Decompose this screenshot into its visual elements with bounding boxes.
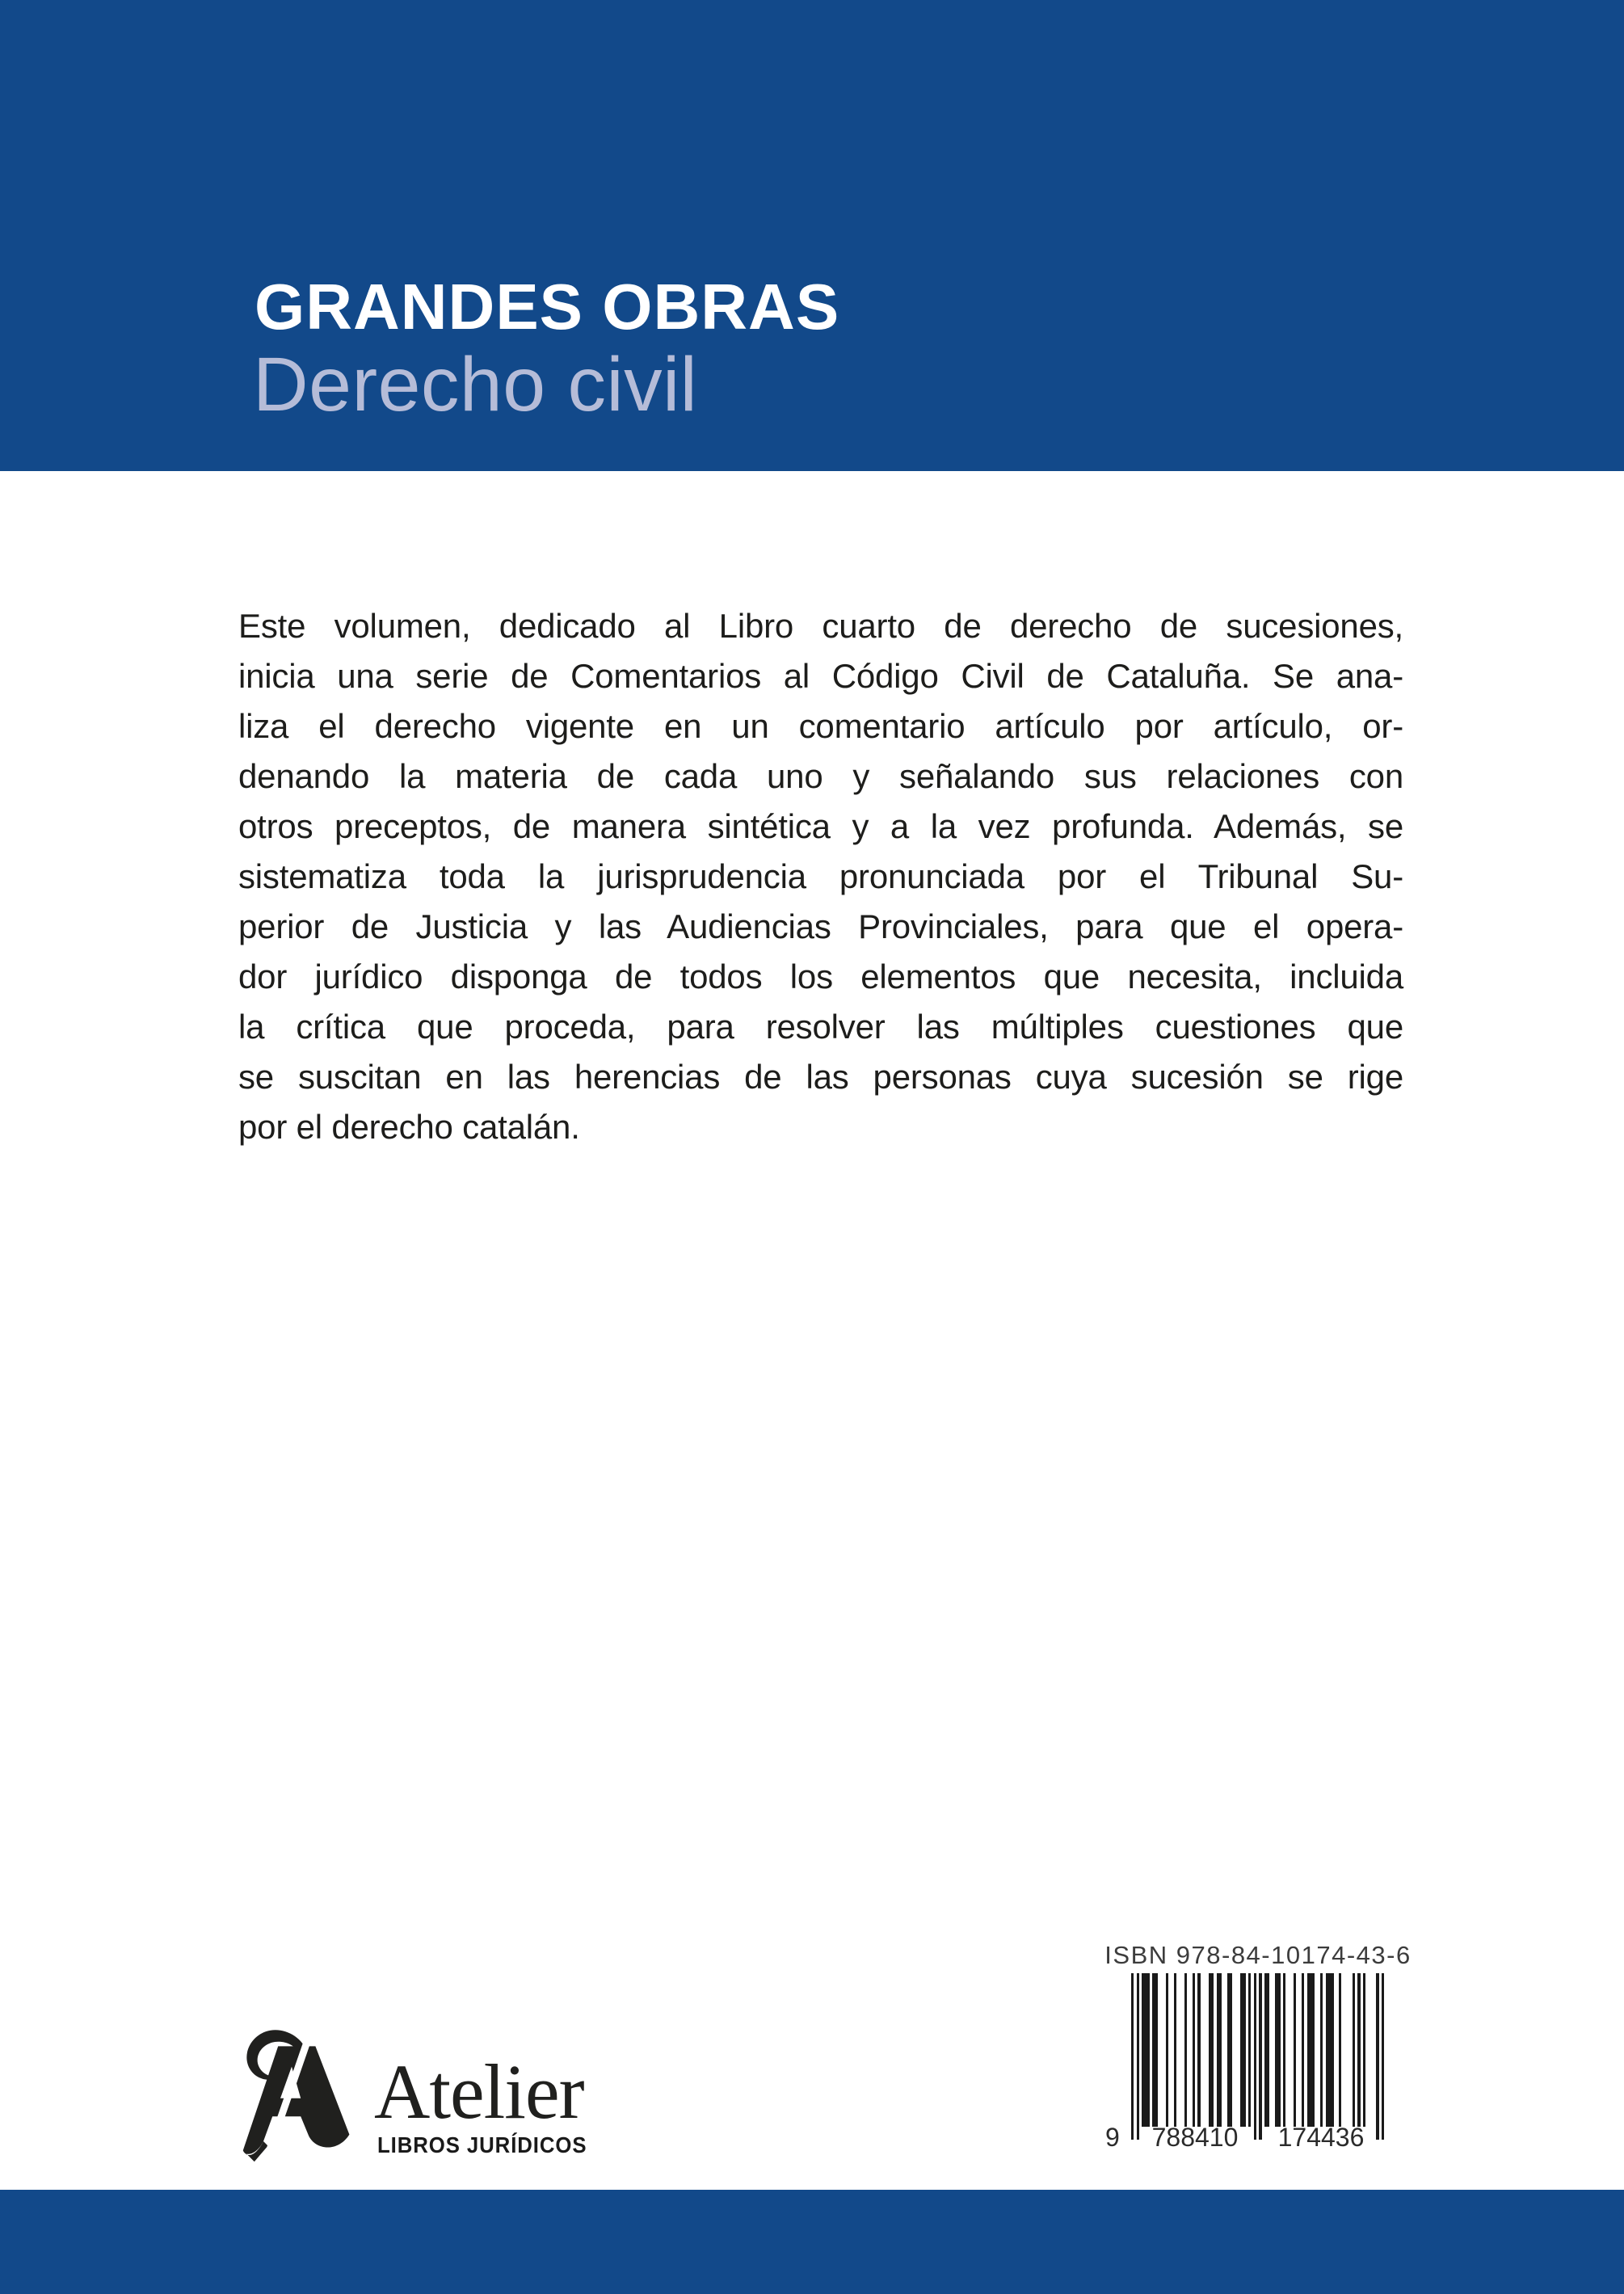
barcode-digit-group1: 788410 — [1151, 2123, 1239, 2152]
barcode-bar — [1382, 1973, 1384, 2140]
body-line: la crítica que proceda, para resolver las múltiples cuestiones que — [238, 1008, 1403, 1046]
body-line: por el derecho catalán. — [238, 1108, 580, 1146]
barcode-digit-group2: 174436 — [1277, 2123, 1365, 2152]
publisher-tagline: LIBROS JURÍDICOS — [377, 2132, 587, 2157]
body-line: denando la materia de cada uno y señalando sus relaciones con — [238, 757, 1403, 795]
barcode-bars-icon — [1131, 1973, 1384, 2140]
barcode-block — [1104, 1941, 1412, 2169]
body-line: inicia una serie de Comentarios al Código Civil de Cataluña. Se ana- — [238, 657, 1403, 695]
atelier-logo-icon — [241, 2028, 354, 2164]
barcode-digit-left: 9 — [1105, 2123, 1120, 2152]
body-line: otros preceptos, de manera sintética y a la vez profunda. Además, se — [238, 807, 1403, 845]
barcode-digits — [1105, 2122, 1385, 2154]
body-line: sistematiza toda la jurisprudencia pronunciada por el Tribunal Su- — [238, 857, 1403, 895]
header-band — [0, 0, 1624, 471]
footer-band — [0, 2190, 1624, 2294]
body-paragraph — [238, 601, 1403, 1152]
subject-title: Derecho civil — [253, 342, 698, 427]
body-line: Este volumen, dedicado al Libro cuarto de derecho de sucesiones, — [238, 607, 1403, 645]
body-line: perior de Justicia y las Audiencias Provinciales, para que el opera- — [238, 907, 1403, 945]
isbn-label: ISBN 978-84-10174-43-6 — [1104, 1941, 1412, 1969]
body-line: se suscitan en las herencias de las personas cuya sucesión se rige — [238, 1058, 1403, 1096]
body-line: liza el derecho vigente en un comentario artículo por artículo, or- — [238, 707, 1403, 745]
body-line: dor jurídico disponga de todos los elementos que necesita, incluida — [238, 958, 1403, 995]
publisher-name: Atelier — [374, 2048, 584, 2135]
series-title: GRANDES OBRAS — [255, 271, 840, 343]
